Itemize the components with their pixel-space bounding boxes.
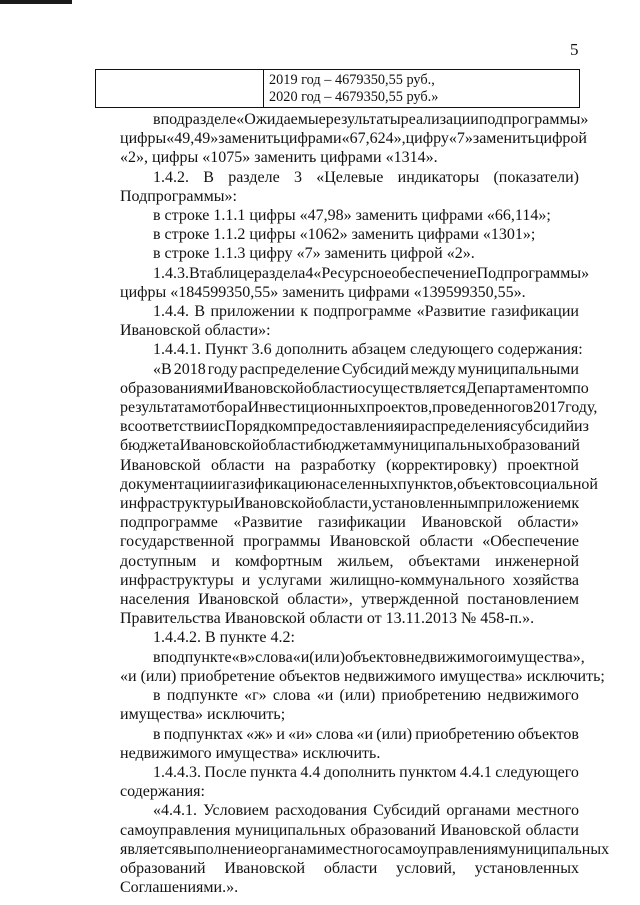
text-line: «4.4.1. Условием расходования Субсидий органами местного <box>153 802 579 820</box>
text-line: 1.4.4.2. В пункте 4.2: <box>153 629 295 647</box>
text-line: результатам отбора Инвестиционных проектов, проведенного в 2017 году, <box>120 399 598 417</box>
text-line: в соответствии с Порядком предоставления и распределения субсидий из <box>120 418 589 436</box>
text-line: 1.4.2. В разделе 3 «Целевые индикаторы (показатели) <box>153 168 579 186</box>
text-line: 1.4.4.3. После пункта 4.4 дополнить пунктом 4.4.1 следующего <box>153 763 579 781</box>
page-number: 5 <box>570 40 579 59</box>
text-line: 1.4.4. В приложении к подпрограмме «Развитие газификации <box>153 303 579 321</box>
paragraph <box>120 628 579 647</box>
text-line: образований Ивановской области условий, установленных <box>120 859 579 877</box>
text-line: доступным и комфортным жильем, объектами инженерной <box>120 552 579 570</box>
text-line: цифры «49,49» заменить цифрами «67,624», цифру «7» заменить цифрой <box>120 130 587 148</box>
table-line-2019: 2019 год – 4679350,55 руб., <box>269 72 435 88</box>
text-line: Соглашениями.». <box>120 879 239 897</box>
text-line: содержания: <box>120 783 205 801</box>
text-line: Подпрограммы»: <box>120 187 237 205</box>
paragraph <box>120 302 579 340</box>
paragraph <box>120 360 598 629</box>
amount-table <box>95 69 580 108</box>
paragraph <box>120 686 579 724</box>
paragraph <box>120 206 579 225</box>
text-line: в строке 1.1.1 цифры «47,98» заменить цифрами «66,114»; <box>153 207 551 225</box>
table-cell-amounts <box>264 70 580 108</box>
text-line: документации и газификацию населенных пунктов, объектов социальной <box>120 475 598 493</box>
text-line: «и (или) приобретение объектов недвижимого имущества» исключить; <box>120 667 605 685</box>
text-line: в подпункте «г» слова «и (или) приобретению недвижимого <box>153 687 579 705</box>
text-line: самоуправления муниципальных образований Ивановской области <box>120 821 579 839</box>
text-line: Правительства Ивановской области от 13.11.2013 № 458-п.». <box>120 610 535 628</box>
paragraph <box>120 110 589 168</box>
paragraph <box>120 801 610 897</box>
table-cell-empty <box>96 70 264 108</box>
text-line: бюджета Ивановской области бюджетам муниципальных образований <box>120 437 580 455</box>
table-row <box>96 70 580 108</box>
paragraph <box>120 648 605 686</box>
text-line: 1.4.3. В таблице раздела 4 «Ресурсное обеспечение Подпрограммы» <box>153 264 590 282</box>
text-line: в подпунктах «ж» и «и» слова «и (или) приобретению объектов <box>153 725 579 743</box>
text-line: образованиями Ивановской области осуществляется Департаментом по <box>120 379 589 397</box>
text-line: цифры «184599350,55» заменить цифрами «139599350,55». <box>120 283 526 301</box>
paragraph <box>120 225 579 244</box>
table-line-2020: 2020 год – 4679350,55 руб.» <box>269 89 439 105</box>
text-line: населения Ивановской области», утвержденной постановлением <box>120 591 579 609</box>
paragraph <box>120 340 583 359</box>
text-line: в подразделе «Ожидаемые результаты реализации подпрограммы» <box>153 111 589 128</box>
paragraph <box>120 168 579 206</box>
scan-artifact-mark <box>0 0 72 4</box>
text-line: 1.4.4.1. Пункт 3.6 дополнить абзацем следующего содержания: <box>153 341 583 359</box>
text-line: «2», цифры «1075» заменить цифрами «1314». <box>120 149 438 167</box>
text-line: в подпункте «в» слова «и (или) объектов недвижимого имущества», <box>153 648 585 666</box>
text-line: Ивановской области»: <box>120 322 271 340</box>
paragraph <box>120 244 579 263</box>
text-line: «В 2018 году распределение Субсидий между муниципальными <box>153 360 579 378</box>
document-body <box>120 110 610 897</box>
text-line: инфраструктуры и услугами жилищно-коммунального хозяйства <box>120 571 579 589</box>
text-line: недвижимого имущества» исключить. <box>120 744 381 762</box>
text-line: в строке 1.1.3 цифру «7» заменить цифрой «2». <box>153 245 475 263</box>
paragraph <box>120 264 590 302</box>
paragraph <box>120 763 579 801</box>
text-line: инфраструктуры Ивановской области, установленным приложением к <box>120 495 580 513</box>
text-line: Ивановской области на разработку (корректировку) проектной <box>120 456 579 474</box>
text-line: является выполнение органами местного самоуправления муниципальных <box>120 840 610 858</box>
text-line: имущества» исключить; <box>120 706 286 724</box>
paragraph <box>120 725 579 763</box>
text-line: государственной программы Ивановской области «Обеспечение <box>120 533 579 551</box>
text-line: подпрограмме «Развитие газификации Ивановской области» <box>120 514 579 532</box>
text-line: в строке 1.1.2 цифры «1062» заменить цифрами «1301»; <box>153 226 536 244</box>
